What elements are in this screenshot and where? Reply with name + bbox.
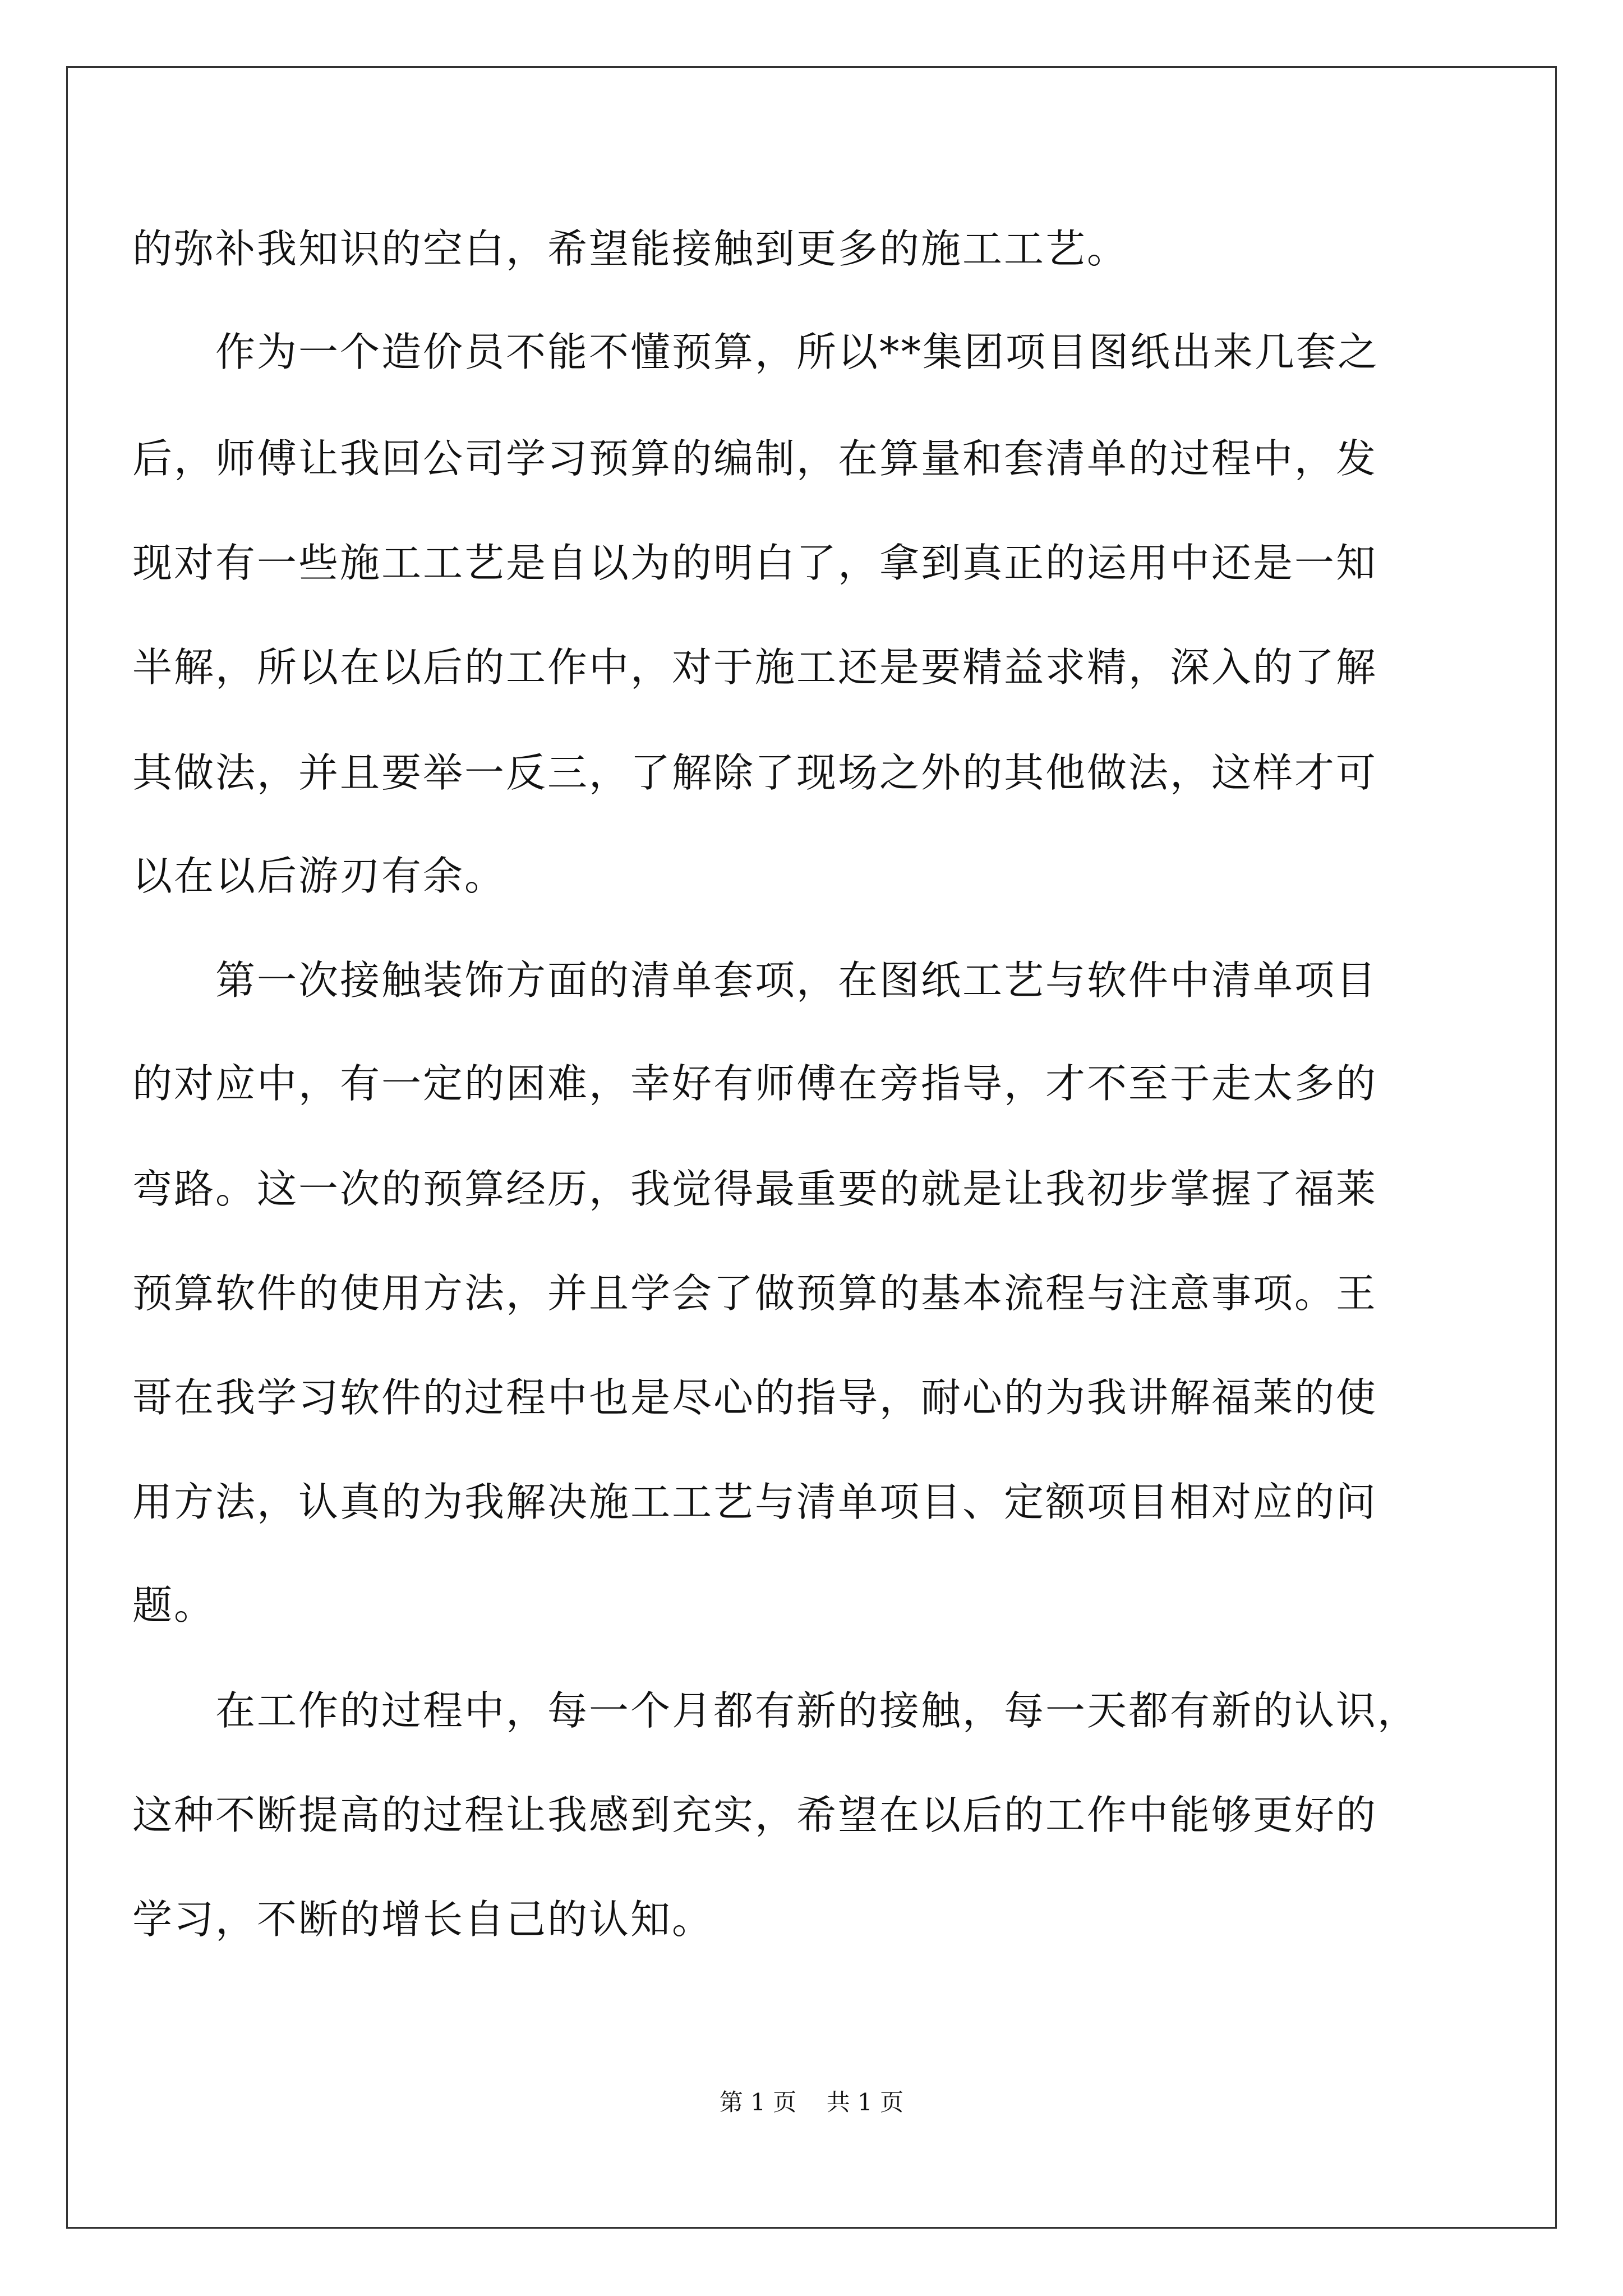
text-line: 的对应中，有一定的困难，幸好有师傅在旁指导，才不至于走太多的 bbox=[132, 1060, 1378, 1107]
text-line: 后，师傅让我回公司学习预算的编制，在算量和套清单的过程中，发 bbox=[132, 435, 1378, 482]
page-number-footer: 第 1 页 共 1 页 bbox=[719, 2088, 904, 2116]
text-line: 用方法，认真的为我解决施工工艺与清单项目、定额项目相对应的问 bbox=[132, 1479, 1378, 1525]
text-line: 题。 bbox=[132, 1582, 216, 1628]
text-line: 其做法，并且要举一反三，了解除了现场之外的其他做法，这样才可 bbox=[132, 749, 1378, 796]
text-line: 以在以后游刃有余。 bbox=[132, 853, 506, 899]
text-line: 半解，所以在以后的工作中，对于施工还是要精益求精，深入的了解 bbox=[132, 644, 1378, 691]
text-line: 第一次接触装饰方面的清单套项，在图纸工艺与软件中清单项目 bbox=[215, 957, 1378, 1004]
text-line: 学习，不断的增长自己的认知。 bbox=[132, 1896, 714, 1943]
text-line: 作为一个造价员不能不懂预算，所以**集团项目图纸出来几套之 bbox=[215, 329, 1380, 375]
text-line: 现对有一些施工工艺是自以为的明白了，拿到真正的运用中还是一知 bbox=[132, 540, 1378, 586]
text-line: 哥在我学习软件的过程中也是尽心的指导，耐心的为我讲解福莱的使 bbox=[132, 1374, 1378, 1421]
text-line: 的弥补我知识的空白，希望能接触到更多的施工工艺。 bbox=[132, 226, 1129, 272]
text-line: 在工作的过程中，每一个月都有新的接触，每一天都有新的认识， bbox=[215, 1687, 1419, 1734]
text-line: 这种不断提高的过程让我感到充实，希望在以后的工作中能够更好的 bbox=[132, 1792, 1378, 1838]
text-line: 预算软件的使用方法，并且学会了做预算的基本流程与注意事项。王 bbox=[132, 1270, 1378, 1317]
text-line: 弯路。这一次的预算经历，我觉得最重要的就是让我初步掌握了福莱 bbox=[132, 1166, 1378, 1212]
